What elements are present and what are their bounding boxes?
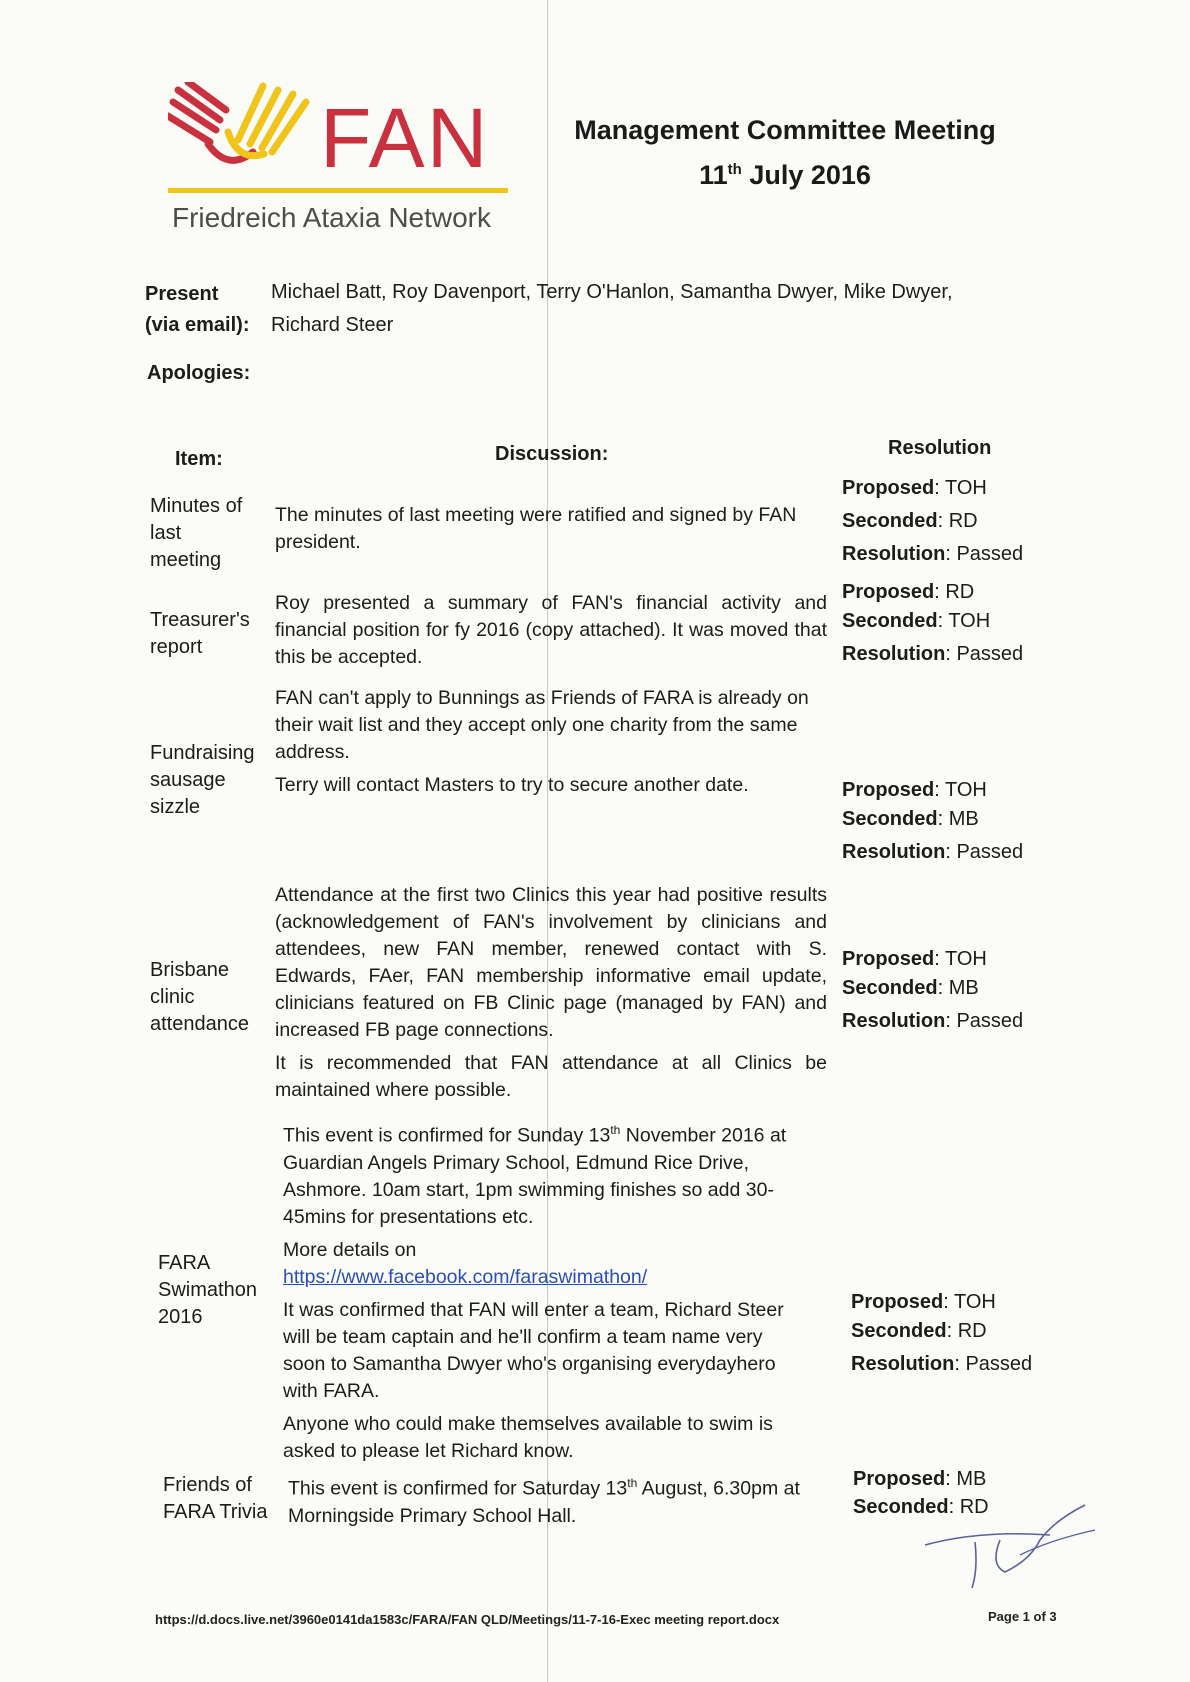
logo-subtitle: Friedreich Ataxia Network: [172, 202, 492, 233]
resolution-friends-of-fara-trivia: Proposed: MB Seconded: RD: [853, 1468, 989, 1518]
item-fundraising: Fundraising sausage sizzle: [150, 742, 255, 818]
discussion-text: This event is confirmed for Saturday 13th August, 6.30pm at Morningside Primary School Hall.: [288, 1476, 800, 1527]
discussion-text: Roy presented a summary of FAN's financial activity and financial position for fy 2016 (copy attached). It was moved that this be accepted.: [275, 592, 827, 668]
present-label: Present: [145, 283, 219, 305]
discussion-fundraising: [275, 685, 827, 805]
fan-logo: [168, 82, 513, 242]
signature-icon: [920, 1500, 1120, 1590]
resolution-brisbane-clinic: Proposed: TOH Seconded: MB Resolution: Passed: [842, 948, 1024, 1032]
title-line: Management Committee Meeting: [574, 115, 996, 145]
attendees-line: Michael Batt, Roy Davenport, Terry O'Hanlon, Samantha Dwyer, Mike Dwyer,: [271, 281, 953, 303]
resolution-fundraising: Proposed: TOH Seconded: MB Resolution: Passed: [842, 779, 1024, 863]
facebook-swimathon-link[interactable]: https://www.facebook.com/faraswimathon/: [283, 1265, 648, 1288]
apologies-label: Apologies:: [147, 362, 251, 384]
logo-underline: [168, 188, 508, 193]
attendees-line: Richard Steer: [271, 314, 394, 336]
discussion-fara-swimathon: [283, 1117, 803, 1471]
header-resolution: Resolution: [888, 437, 992, 459]
discussion-text: It was confirmed that FAN will enter a team, Richard Steer will be team captain and he'll confirm a team name very soon to Samantha Dwyer who's organising everydayhero with FARA.: [283, 1298, 784, 1402]
resolution-fara-swimathon: Proposed: TOH Seconded: RD Resolution: Passed: [851, 1291, 1033, 1375]
item-treasurer: Treasurer's report: [150, 609, 250, 658]
resolution-treasurer: Proposed: RD Seconded: TOH Resolution: Passed: [842, 581, 1024, 665]
via-email-label: (via email):: [145, 314, 250, 336]
discussion-text: Terry will contact Masters to try to secure another date.: [275, 774, 749, 796]
footer-file-path: https://d.docs.live.net/3960e0141da1583c/FARA/FAN QLD/Meetings/11-7-16-Exec meeting report.docx: [155, 1612, 780, 1627]
discussion-friends-of-fara-trivia: [288, 1470, 828, 1536]
discussion-text: More details on: [283, 1238, 417, 1261]
discussion-text: Anyone who could make themselves available to swim is asked to please let Richard know.: [283, 1412, 773, 1462]
document-title: [555, 110, 1015, 195]
item-minutes: Minutes of last meeting: [150, 495, 243, 571]
resolution-minutes: Proposed: TOH Seconded: RD Resolution: Passed: [842, 477, 1024, 565]
item-friends-of-fara-trivia: Friends of FARA Trivia: [163, 1474, 268, 1523]
discussion-treasurer: [275, 590, 827, 677]
header-discussion: Discussion:: [495, 443, 609, 465]
hands-logo-icon: [168, 82, 318, 177]
attendees-list: [271, 276, 991, 342]
title-date: 11th July 2016: [699, 160, 871, 190]
discussion-brisbane-clinic: [275, 882, 827, 1110]
item-fara-swimathon: FARA Swimathon 2016: [158, 1252, 257, 1328]
page-number: Page 1 of 3: [988, 1609, 1057, 1624]
discussion-text: It is recommended that FAN attendance at all Clinics be maintained where possible.: [275, 1052, 827, 1101]
discussion-text: The minutes of last meeting were ratified and signed by FAN president.: [275, 504, 797, 553]
item-brisbane-clinic: Brisbane clinic attendance: [150, 959, 249, 1035]
discussion-text: Attendance at the first two Clinics this year had positive results (acknowledgement of FAN's involvement by clinicians and attendees, new FAN member, renewed contact with S. Edwards, FAer, FAN membership informative email update, clinicians featured on FB Clinic page (managed by FAN) and increased FB page connections.: [275, 884, 827, 1041]
header-item: Item:: [175, 448, 223, 470]
discussion-text: This event is confirmed for Sunday 13th November 2016 at Guardian Angels Primary School, Edmund Rice Drive, Ashmore. 10am start, 1pm swimming finishes so add 30-45mins for presentations etc.: [283, 1123, 787, 1228]
discussion-text: FAN can't apply to Bunnings as Friends of FARA is already on their wait list and they accept only one charity from the same address.: [275, 687, 809, 763]
discussion-minutes: [275, 502, 820, 562]
logo-wordmark: FAN: [320, 91, 490, 185]
